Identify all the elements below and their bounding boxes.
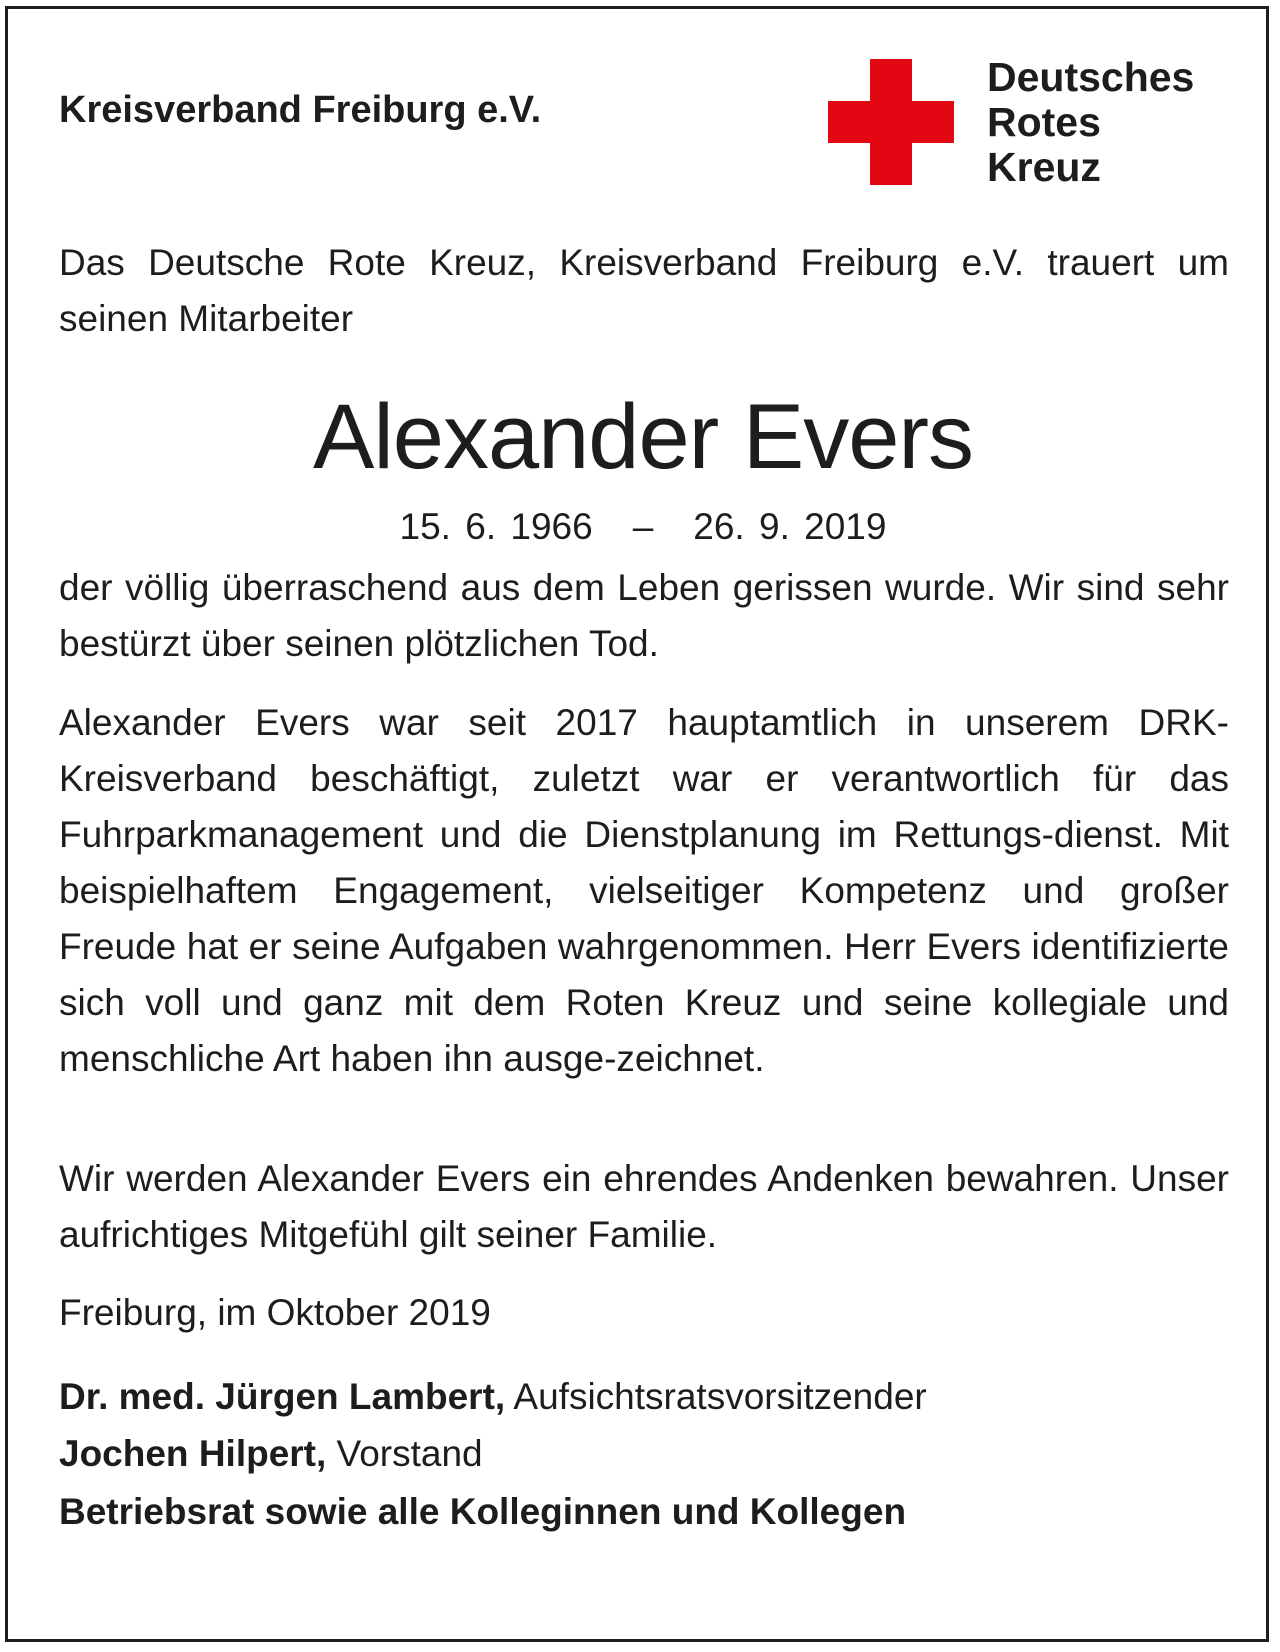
logo-wordmark xyxy=(987,55,1194,190)
signatory-2-name: Jochen Hilpert, xyxy=(59,1433,327,1474)
org-name: Kreisverband Freiburg e.V. xyxy=(59,89,542,131)
signatory-3-group: Betriebsrat sowie alle Kolleginnen und Kollegen xyxy=(59,1491,907,1532)
red-cross-horizontal-bar xyxy=(828,101,954,143)
death-date: 26. 9. 2019 xyxy=(693,506,887,547)
place-date: Freiburg, im Oktober 2019 xyxy=(59,1292,491,1333)
signatory-1-role: Aufsichtsratsvorsitzender xyxy=(505,1376,927,1417)
signatory-1-name: Dr. med. Jürgen Lambert, xyxy=(59,1376,506,1417)
logo-line-3: Kreuz xyxy=(987,144,1101,190)
paragraph-3: Wir werden Alexander Evers ein ehrendes Andenken bewahren. Unser aufrichtiges Mitgefühl gilt seiner Familie. xyxy=(59,1158,1229,1255)
signatory-1 xyxy=(59,1375,927,1419)
signatory-2 xyxy=(59,1432,483,1476)
birth-date: 15. 6. 1966 xyxy=(399,506,593,547)
logo-line-1: Deutsches xyxy=(987,54,1195,100)
deceased-name: Alexander Evers xyxy=(313,386,973,488)
drk-logo xyxy=(828,49,1248,189)
date-dash: – xyxy=(632,506,654,547)
signatory-2-role: Vorstand xyxy=(326,1433,483,1474)
paragraph-1: der völlig überraschend aus dem Leben gerissen wurde. Wir sind sehr bestürzt über seinen plötzlichen Tod. xyxy=(59,567,1229,664)
obituary-notice xyxy=(5,6,1269,1642)
life-dates xyxy=(8,505,1278,549)
red-cross-icon xyxy=(828,59,954,185)
intro-text: Das Deutsche Rote Kreuz, Kreisverband Freiburg e.V. trauert um seinen Mitarbeiter xyxy=(59,242,1229,339)
signatory-3 xyxy=(59,1490,906,1534)
logo-line-2: Rotes xyxy=(987,99,1101,145)
paragraph-2: Alexander Evers war seit 2017 hauptamtlich in unserem DRK-Kreisverband beschäftigt, zuletzt war er verantwortlich für das Fuhrparkmanagement und die Dienstplanung im Rettungs-dienst. Mit beispielhaftem Engagement, vielseitiger Kompetenz und großer Freude hat er seine Aufgaben wahrgenommen. Herr Evers identifizierte sich voll und ganz mit dem Roten Kreuz und seine kollegiale und menschliche Art haben ihn ausge-zeichnet. xyxy=(59,702,1229,1079)
